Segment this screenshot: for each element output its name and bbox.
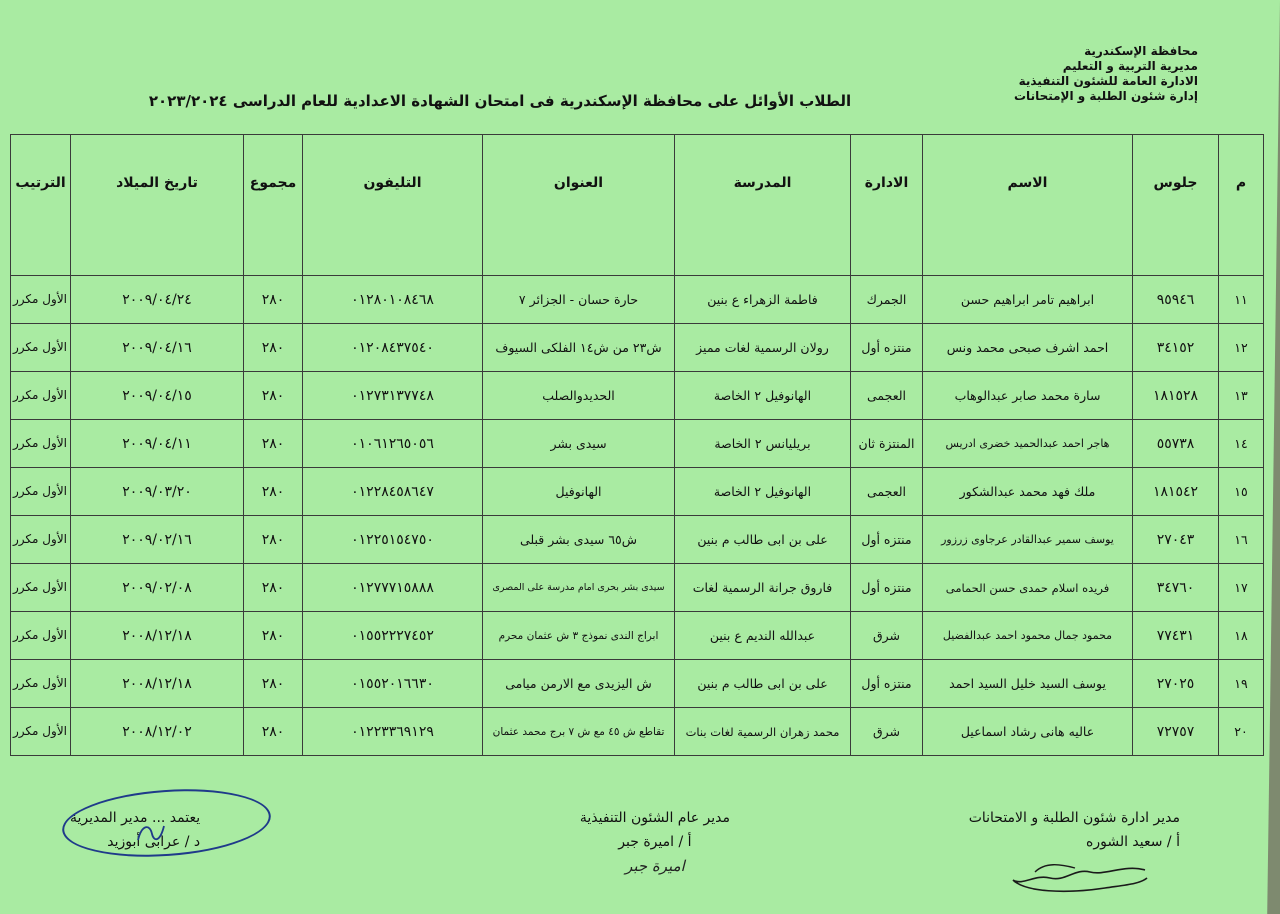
table-row bbox=[11, 612, 1264, 660]
header-admin: الادارة bbox=[851, 135, 923, 276]
cell-admin: المنتزة ثان bbox=[851, 420, 923, 468]
cell-name: احمد اشرف صبحى محمد ونس bbox=[923, 324, 1133, 372]
issuing-authority-header bbox=[998, 44, 1198, 104]
cell-address: تقاطع ش ٤٥ مع ش ٧ برج محمد عثمان bbox=[483, 708, 675, 756]
students-affairs-signature-scribble bbox=[1005, 858, 1155, 898]
header-m: م bbox=[1219, 135, 1264, 276]
cell-seat: ٣٤٧٦٠ bbox=[1133, 564, 1219, 612]
cell-m: ١٩ bbox=[1219, 660, 1264, 708]
director-name: د / عرابى أبوزيد bbox=[107, 834, 201, 850]
header-dob: تاريخ الميلاد bbox=[71, 135, 244, 276]
cell-name: ملك فهد محمد عبدالشكور bbox=[923, 468, 1133, 516]
cell-address: الهانوفيل bbox=[483, 468, 675, 516]
cell-admin: العجمى bbox=[851, 372, 923, 420]
table-row bbox=[11, 660, 1264, 708]
cell-m: ١٣ bbox=[1219, 372, 1264, 420]
table-header-row bbox=[11, 135, 1264, 276]
cell-dob: ٢٠٠٨/١٢/١٨ bbox=[71, 660, 244, 708]
cell-m: ١٥ bbox=[1219, 468, 1264, 516]
table-row bbox=[11, 468, 1264, 516]
cell-seat: ٢٧٠٤٣ bbox=[1133, 516, 1219, 564]
cell-admin: الجمرك bbox=[851, 276, 923, 324]
executive-signature-block bbox=[580, 806, 730, 878]
cell-school: على بن ابى طالب م بنين bbox=[675, 516, 851, 564]
cell-m: ١٦ bbox=[1219, 516, 1264, 564]
cell-total: ٢٨٠ bbox=[244, 324, 303, 372]
executive-handwritten-signature: اميرة جبر bbox=[625, 857, 685, 875]
cell-dob: ٢٠٠٩/٠٢/٠٨ bbox=[71, 564, 244, 612]
cell-name: ابراهيم تامر ابراهيم حسن bbox=[923, 276, 1133, 324]
cell-address: ش٢٣ من ش١٤ الفلكى السيوف bbox=[483, 324, 675, 372]
cell-name: يوسف السيد خليل السيد احمد bbox=[923, 660, 1133, 708]
cell-name: سارة محمد صابر عبدالوهاب bbox=[923, 372, 1133, 420]
cell-school: على بن ابى طالب م بنين bbox=[675, 660, 851, 708]
students-affairs-name: أ / سعيد الشوره bbox=[1086, 834, 1180, 850]
header-name: الاسم bbox=[923, 135, 1133, 276]
cell-phone: ٠١٢٧٧٧١٥٨٨٨ bbox=[303, 564, 483, 612]
top-students-table bbox=[10, 134, 1264, 756]
table-row bbox=[11, 708, 1264, 756]
cell-rank: الأول مكرر bbox=[11, 420, 71, 468]
cell-rank: الأول مكرر bbox=[11, 324, 71, 372]
director-signature-scribble bbox=[132, 818, 172, 848]
cell-seat: ٧٢٧٥٧ bbox=[1133, 708, 1219, 756]
governorate-line: محافظة الإسكندرية bbox=[1084, 44, 1198, 58]
cell-seat: ١٨١٥٤٢ bbox=[1133, 468, 1219, 516]
cell-address: حارة حسان - الجزائر ٧ bbox=[483, 276, 675, 324]
cell-rank: الأول مكرر bbox=[11, 516, 71, 564]
cell-phone: ٠١٥٥٢٢٢٧٤٥٢ bbox=[303, 612, 483, 660]
cell-phone: ٠١٠٦١٢٦٥٠٥٦ bbox=[303, 420, 483, 468]
header-seat: جلوس bbox=[1133, 135, 1219, 276]
cell-rank: الأول مكرر bbox=[11, 468, 71, 516]
administration-line: الادارة العامة للشئون التنفيذية bbox=[1018, 74, 1198, 88]
cell-m: ١١ bbox=[1219, 276, 1264, 324]
cell-name: يوسف سمير عبدالقادر عرجاوى زرزور bbox=[923, 516, 1133, 564]
cell-phone: ٠١٥٥٢٠١٦٦٣٠ bbox=[303, 660, 483, 708]
cell-total: ٢٨٠ bbox=[244, 708, 303, 756]
cell-seat: ٥٥٧٣٨ bbox=[1133, 420, 1219, 468]
cell-name: هاجر احمد عبدالحميد خضرى ادريس bbox=[923, 420, 1133, 468]
cell-total: ٢٨٠ bbox=[244, 564, 303, 612]
header-total: مجموع bbox=[244, 135, 303, 276]
table-row bbox=[11, 564, 1264, 612]
table-row bbox=[11, 516, 1264, 564]
cell-total: ٢٨٠ bbox=[244, 420, 303, 468]
cell-phone: ٠١٢٨٠١٠٨٤٦٨ bbox=[303, 276, 483, 324]
cell-seat: ٣٤١٥٢ bbox=[1133, 324, 1219, 372]
header-school: المدرسة bbox=[675, 135, 851, 276]
cell-address: ابراج الندى نموذج ٣ ش عثمان محرم bbox=[483, 612, 675, 660]
cell-name: عاليه هانى رشاد اسماعيل bbox=[923, 708, 1133, 756]
cell-admin: شرق bbox=[851, 708, 923, 756]
executive-name: أ / اميرة جبر bbox=[618, 834, 692, 850]
cell-admin: منتزه أول bbox=[851, 516, 923, 564]
cell-dob: ٢٠٠٩/٠٤/١٦ bbox=[71, 324, 244, 372]
cell-total: ٢٨٠ bbox=[244, 516, 303, 564]
cell-phone: ٠١٢٧٣١٣٧٧٤٨ bbox=[303, 372, 483, 420]
cell-school: الهانوفيل ٢ الخاصة bbox=[675, 372, 851, 420]
cell-address: سيدى بشر bbox=[483, 420, 675, 468]
cell-phone: ٠١٢٢٨٤٥٨٦٤٧ bbox=[303, 468, 483, 516]
cell-seat: ٢٧٠٢٥ bbox=[1133, 660, 1219, 708]
table-row bbox=[11, 372, 1264, 420]
table-row bbox=[11, 276, 1264, 324]
directorate-line: مديرية التربية و التعليم bbox=[1062, 59, 1198, 73]
cell-address: الحديدوالصلب bbox=[483, 372, 675, 420]
cell-total: ٢٨٠ bbox=[244, 468, 303, 516]
cell-dob: ٢٠٠٩/٠٣/٢٠ bbox=[71, 468, 244, 516]
table-row bbox=[11, 324, 1264, 372]
cell-admin: العجمى bbox=[851, 468, 923, 516]
cell-rank: الأول مكرر bbox=[11, 708, 71, 756]
cell-m: ١٨ bbox=[1219, 612, 1264, 660]
cell-seat: ٧٧٤٣١ bbox=[1133, 612, 1219, 660]
cell-school: محمد زهران الرسمية لغات بنات bbox=[675, 708, 851, 756]
cell-phone: ٠١٢٢٣٣٦٩١٢٩ bbox=[303, 708, 483, 756]
document-title: الطلاب الأوائل على محافظة الإسكندرية فى امتحان الشهادة الاعدادية للعام الدراسى ٢٠٢٣/٢٠٢٤ bbox=[148, 92, 852, 110]
header-rank: الترتيب bbox=[11, 135, 71, 276]
header-phone: التليفون bbox=[303, 135, 483, 276]
executive-title: مدير عام الشئون التنفيذية bbox=[579, 810, 730, 826]
cell-dob: ٢٠٠٩/٠٤/٢٤ bbox=[71, 276, 244, 324]
cell-rank: الأول مكرر bbox=[11, 372, 71, 420]
cell-address: ش٦٥ سيدى بشر قبلى bbox=[483, 516, 675, 564]
cell-total: ٢٨٠ bbox=[244, 276, 303, 324]
cell-rank: الأول مكرر bbox=[11, 660, 71, 708]
cell-school: بريليانس ٢ الخاصة bbox=[675, 420, 851, 468]
cell-admin: منتزه أول bbox=[851, 564, 923, 612]
cell-seat: ٩٥٩٤٦ bbox=[1133, 276, 1219, 324]
cell-m: ٢٠ bbox=[1219, 708, 1264, 756]
department-line: إدارة شئون الطلبة و الإمتحانات bbox=[1014, 89, 1198, 103]
cell-m: ١٤ bbox=[1219, 420, 1264, 468]
cell-name: فريده اسلام حمدى حسن الحمامى bbox=[923, 564, 1133, 612]
cell-phone: ٠١٢٠٨٤٣٧٥٤٠ bbox=[303, 324, 483, 372]
cell-address: سيدى بشر بحرى امام مدرسة على المصرى bbox=[483, 564, 675, 612]
cell-rank: الأول مكرر bbox=[11, 276, 71, 324]
cell-admin: شرق bbox=[851, 612, 923, 660]
cell-total: ٢٨٠ bbox=[244, 612, 303, 660]
cell-dob: ٢٠٠٨/١٢/١٨ bbox=[71, 612, 244, 660]
students-affairs-title: مدير ادارة شئون الطلبة و الامتحانات bbox=[968, 810, 1180, 826]
table-row bbox=[11, 420, 1264, 468]
cell-admin: منتزه أول bbox=[851, 324, 923, 372]
header-address: العنوان bbox=[483, 135, 675, 276]
director-title: يعتمد ... مدير المديرية bbox=[70, 810, 201, 826]
cell-name: محمود جمال محمود احمد عبدالفضيل bbox=[923, 612, 1133, 660]
cell-school: رولان الرسمية لغات مميز bbox=[675, 324, 851, 372]
cell-dob: ٢٠٠٨/١٢/٠٢ bbox=[71, 708, 244, 756]
cell-dob: ٢٠٠٩/٠٢/١٦ bbox=[71, 516, 244, 564]
cell-total: ٢٨٠ bbox=[244, 660, 303, 708]
cell-school: فاروق جرانة الرسمية لغات bbox=[675, 564, 851, 612]
students-affairs-signature-block bbox=[969, 806, 1180, 854]
cell-seat: ١٨١٥٢٨ bbox=[1133, 372, 1219, 420]
cell-rank: الأول مكرر bbox=[11, 564, 71, 612]
cell-dob: ٢٠٠٩/٠٤/١٥ bbox=[71, 372, 244, 420]
cell-phone: ٠١٢٢٥١٥٤٧٥٠ bbox=[303, 516, 483, 564]
cell-school: الهانوفيل ٢ الخاصة bbox=[675, 468, 851, 516]
cell-admin: منتزه أول bbox=[851, 660, 923, 708]
cell-address: ش اليزيدى مع الارمن ميامى bbox=[483, 660, 675, 708]
cell-total: ٢٨٠ bbox=[244, 372, 303, 420]
cell-dob: ٢٠٠٩/٠٤/١١ bbox=[71, 420, 244, 468]
cell-school: فاطمة الزهراء ع بنين bbox=[675, 276, 851, 324]
cell-rank: الأول مكرر bbox=[11, 612, 71, 660]
cell-m: ١٧ bbox=[1219, 564, 1264, 612]
cell-school: عبدالله النديم ع بنين bbox=[675, 612, 851, 660]
cell-m: ١٢ bbox=[1219, 324, 1264, 372]
